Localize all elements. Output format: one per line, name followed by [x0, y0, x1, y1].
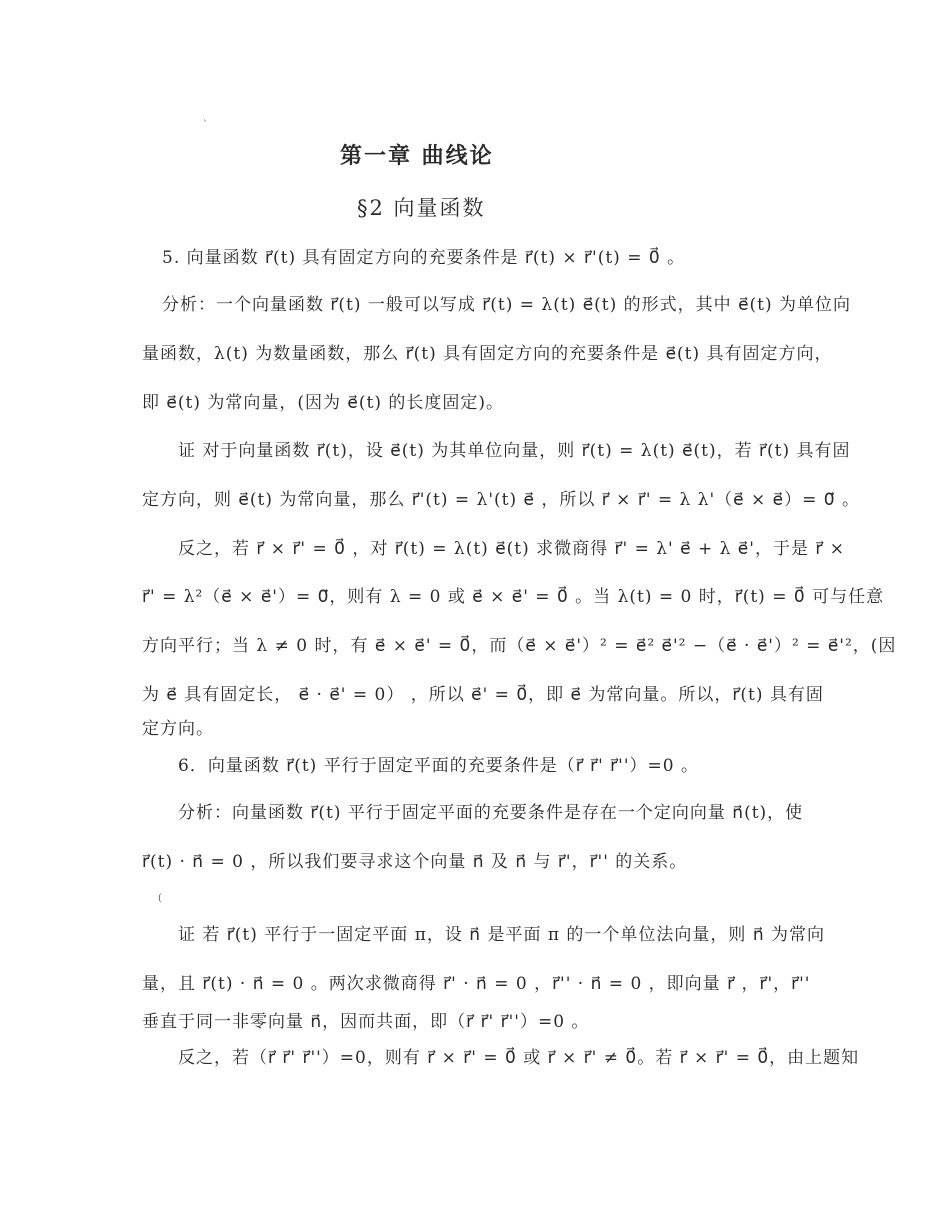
problem-6-proof-line-1: 证 若 r⃗(t) 平行于一固定平面 π，设 n⃗ 是平面 π 的一个单位法向量，则 n⃗ 为常向: [178, 925, 826, 945]
problem-5-proof-line-1: 证 对于向量函数 r⃗(t)，设 e⃗(t) 为其单位向量，则 r⃗(t) = λ(t) e⃗(t)，若 r⃗(t) 具有固: [178, 441, 851, 461]
problem-5-analysis-line-1: 分析：一个向量函数 r⃗(t) 一般可以写成 r⃗(t) = λ(t) e⃗(t) 的形式，其中 e⃗(t) 为单位向: [162, 295, 852, 315]
problem-6-converse-line-1: 反之，若（r⃗ r⃗' r⃗''）=0，则有 r⃗ × r⃗' = 0⃗ 或 r⃗ × r⃗' ≠ 0⃗。若 r⃗ × r⃗' = 0⃗，由上题知: [178, 1048, 860, 1068]
problem-5-analysis-line-3: 即 e⃗(t) 为常向量，(因为 e⃗(t) 的长度固定)。: [142, 393, 504, 413]
problem-5-statement: 5. 向量函数 r⃗(t) 具有固定方向的充要条件是 r⃗(t) × r⃗'(t) = 0⃗ 。: [162, 248, 686, 268]
problem-5-proof-line-2: 定方向，则 e⃗(t) 为常向量，那么 r⃗'(t) = λ'(t) e⃗ ，所以 r⃗ × r⃗' = λ λ'（e⃗ × e⃗）= 0⃗ 。: [142, 490, 861, 510]
problem-6-statement: 6．向量函数 r⃗(t) 平行于固定平面的充要条件是（r⃗ r⃗' r⃗''）=0 。: [178, 756, 699, 776]
problem-5-converse-line-5: 定方向。: [142, 719, 214, 739]
stray-mark: `: [203, 120, 208, 131]
section-title: §2 向量函数: [357, 196, 486, 220]
problem-6-proof-line-2: 量，且 r⃗(t) · n⃗ = 0 。两次求微商得 r⃗' · n⃗ = 0 ，r⃗'' · n⃗ = 0 ，即向量 r⃗ ，r⃗'，r⃗'': [142, 974, 811, 994]
problem-5-analysis-line-2: 量函数，λ(t) 为数量函数，那么 r⃗(t) 具有固定方向的充要条件是 e⃗(t) 具有固定方向，: [142, 344, 833, 364]
problem-6-proof-line-3: 垂直于同一非零向量 n⃗，因而共面，即（r⃗ r⃗' r⃗''）=0 。: [142, 1012, 590, 1032]
chapter-title: 第一章 曲线论: [340, 144, 494, 169]
problem-5-converse-line-2: r⃗' = λ²（e⃗ × e⃗'）= 0⃗，则有 λ = 0 或 e⃗ × e⃗' = 0⃗ 。当 λ(t) = 0 时，r⃗(t) = 0⃗ 可与任意: [142, 587, 885, 607]
problem-5-converse-line-3: 方向平行；当 λ ≠ 0 时，有 e⃗ × e⃗' = 0⃗，而（e⃗ × e⃗'）² = e⃗² e⃗'² −（e⃗ · e⃗'）² = e⃗'²，(因: [142, 636, 897, 656]
problem-6-analysis-line-1: 分析：向量函数 r⃗(t) 平行于固定平面的充要条件是存在一个定向向量 n⃗(t)，使: [178, 803, 804, 823]
stray-mark-2: (: [158, 893, 162, 904]
problem-6-analysis-line-2: r⃗(t) · n⃗ = 0 ，所以我们要寻求这个向量 n⃗ 及 n⃗ 与 r⃗'，r⃗'' 的关系。: [142, 852, 688, 872]
problem-5-converse-line-4: 为 e⃗ 具有固定长， e⃗ · e⃗' = 0） ，所以 e⃗' = 0⃗，即 e⃗ 为常向量。所以，r⃗(t) 具有固: [142, 685, 824, 705]
problem-5-converse-line-1: 反之，若 r⃗ × r⃗' = 0⃗ ，对 r⃗(t) = λ(t) e⃗(t) 求微商得 r⃗' = λ' e⃗ + λ e⃗'，于是 r⃗ ×: [178, 539, 845, 559]
